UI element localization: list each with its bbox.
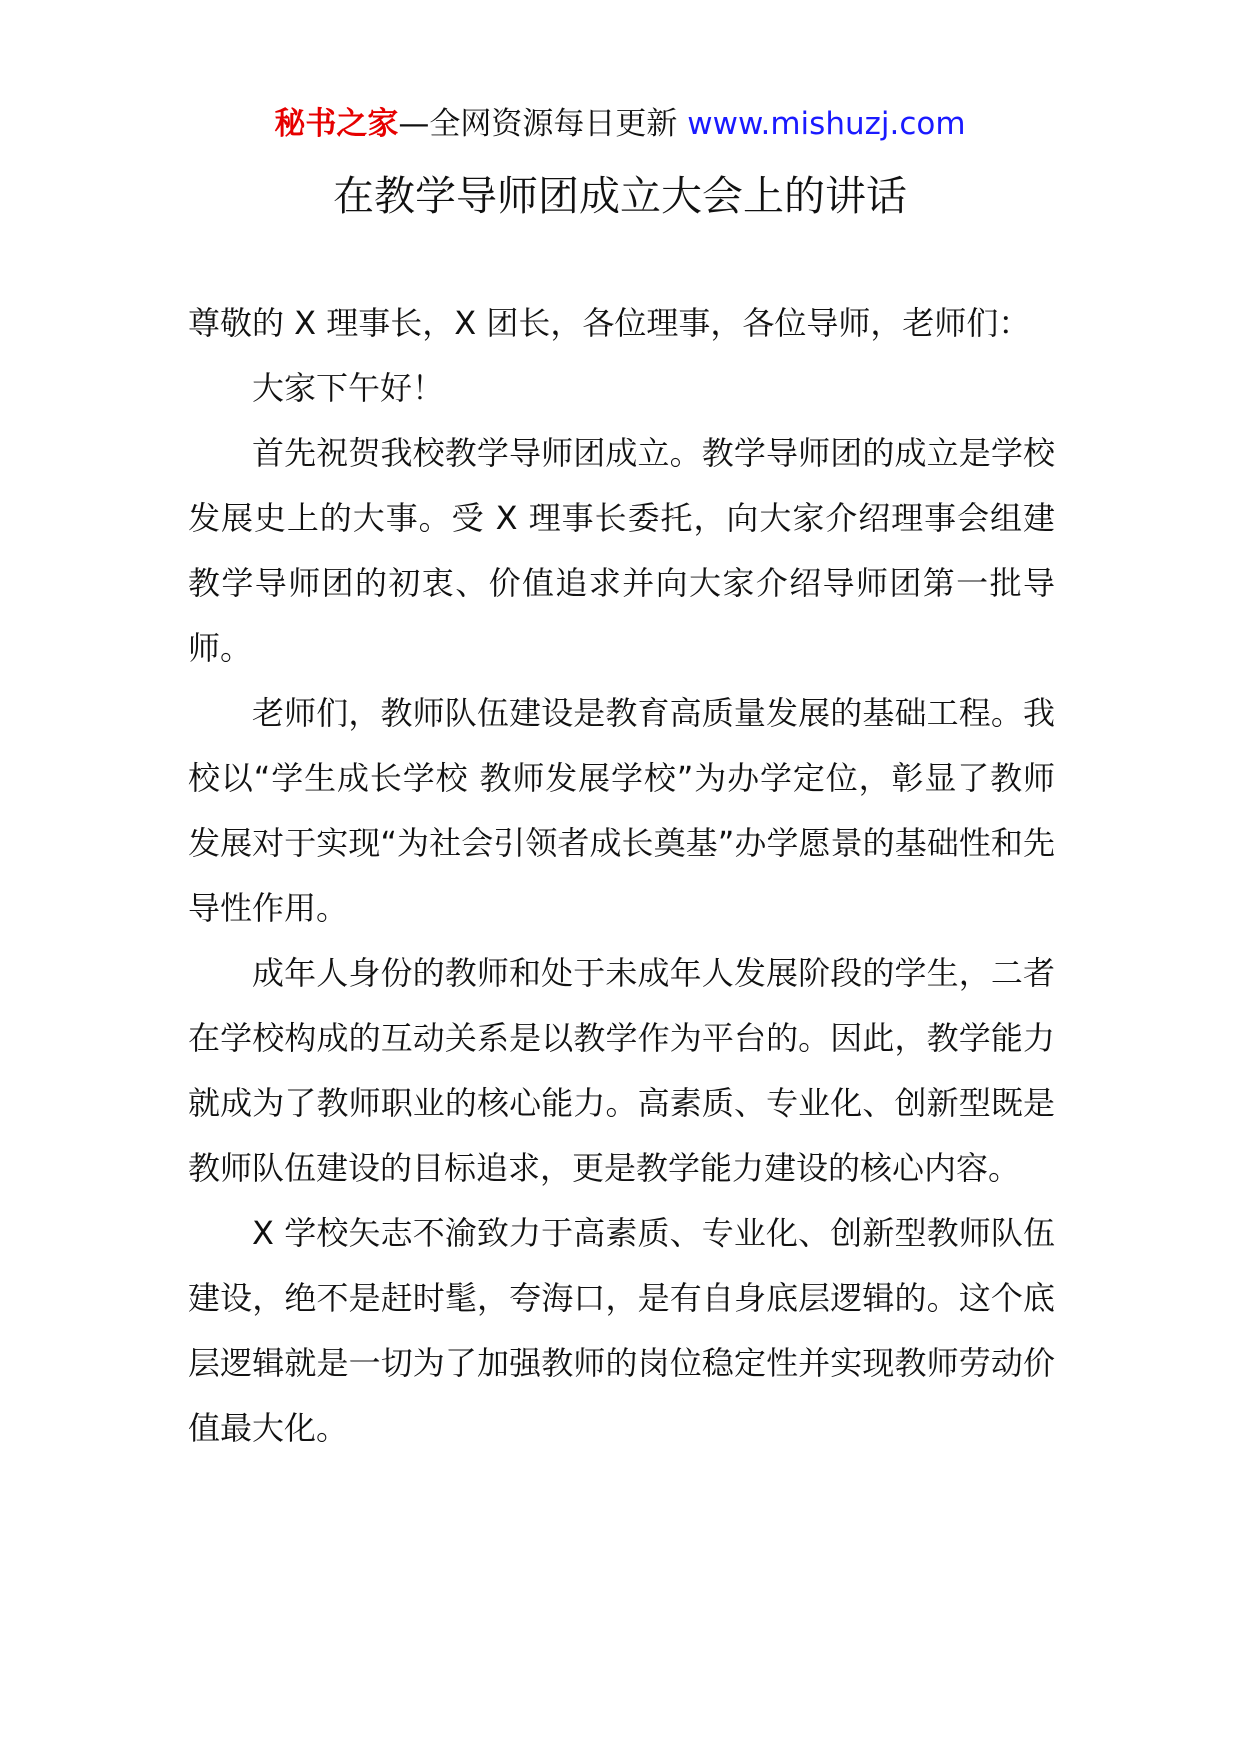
paragraph: 大家下午好！ xyxy=(252,369,445,407)
paragraph: 老师们，教师队伍建设是教育高质量发展的基础工程。我校以“学生成长学校 教师发展学校”为办学定位，彰显了教师发展对于实现“为社会引领者成长奠基”办学愿景的基础性和先导性作用。 xyxy=(188,694,1055,927)
salutation: 尊敬的 X 理事长，X 团长，各位理事，各位导师，老师们： xyxy=(188,304,1031,342)
website-link[interactable]: www.mishuzj.com xyxy=(687,106,966,142)
document-title: 在教学导师团成立大会上的讲话 xyxy=(333,172,907,220)
brand-name: 秘书之家 xyxy=(274,106,399,142)
paragraph: X 学校矢志不渝致力于高素质、专业化、创新型教师队伍建设，绝不是赶时髦，夸海口，是有自身底层逻辑的。这个底层逻辑就是一切为了加强教师的岗位稳定性并实现教师劳动价值最大化。 xyxy=(188,1214,1055,1447)
paragraph: 成年人身份的教师和处于未成年人发展阶段的学生，二者在学校构成的互动关系是以教学作为平台的。因此，教学能力就成为了教师职业的核心能力。高素质、专业化、创新型既是教师队伍建设的目标追求，更是教学能力建设的核心内容。 xyxy=(188,954,1055,1187)
paragraph: 首先祝贺我校教学导师团成立。教学导师团的成立是学校发展史上的大事。受 X 理事长委托，向大家介绍理事会组建教学导师团的初衷、价值追求并向大家介绍导师团第一批导师。 xyxy=(188,434,1055,667)
site-header xyxy=(0,102,1240,146)
document-body xyxy=(188,291,1055,1461)
header-tagline: —全网资源每日更新 xyxy=(398,106,678,142)
